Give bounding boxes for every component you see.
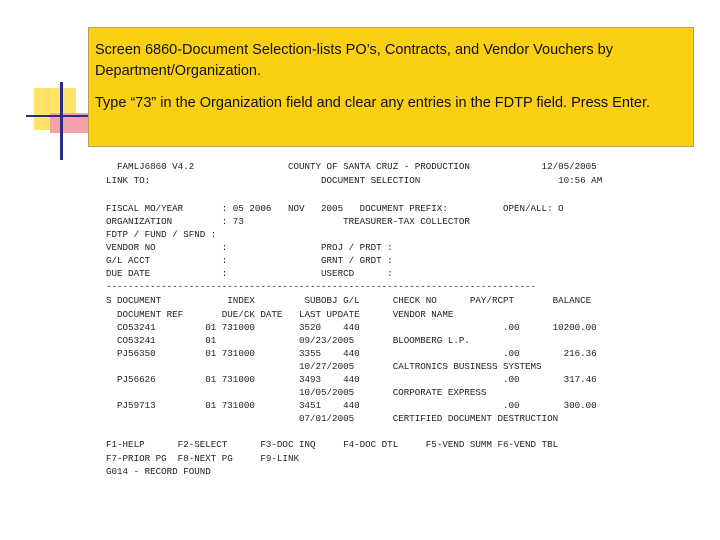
function-keys-row-2[interactable]: F7-PRIOR PG F8-NEXT PG F9-LINK [106, 453, 299, 464]
organization-field[interactable]: ORGANIZATION : 73 TREASURER-TAX COLLECTOR [106, 216, 470, 227]
vendor-no-field[interactable]: VENDOR NO : PROJ / PRDT : [106, 242, 393, 253]
screen-header-line: FAMLJ6860 V4.2 COUNTY OF SANTA CRUZ - PRODUCTION 12/05/2005 [106, 161, 597, 172]
instruction-line-1: Screen 6860-Document Selection-lists PO’s, Contracts, and Vendor Vouchers by Department/Organization. [95, 42, 613, 79]
status-message: G014 - RECORD FOUND [106, 466, 211, 477]
table-row[interactable]: PJ56350 01 731000 3355 440 .00 216.36 [106, 348, 597, 359]
function-keys-row-1[interactable]: F1-HELP F2-SELECT F3-DOC INQ F4-DOC DTL F5-VEND SUMM F6-VEND TBL [106, 439, 559, 450]
instruction-line-2: Type “73” in the Organization field and clear any entries in the FDTP field. Press Enter. [95, 95, 651, 111]
separator-line: ------------------------------------------------------------------------------ [106, 281, 537, 292]
table-row-detail: 10/05/2005 CORPORATE EXPRESS [106, 387, 487, 398]
table-row-detail: 10/27/2005 CALTRONICS BUSINESS SYSTEMS [106, 361, 542, 372]
link-to-line[interactable]: LINK TO: DOCUMENT SELECTION 10:56 AM [106, 175, 603, 186]
table-row[interactable]: CO53241 01 731000 3520 440 .00 10200.00 [106, 322, 597, 333]
fiscal-year-field[interactable]: FISCAL MO/YEAR : 05 2006 NOV 2005 DOCUMENT PREFIX: OPEN/ALL: O [106, 203, 564, 214]
column-header-2: DOCUMENT REF DUE/CK DATE LAST UPDATE VENDOR NAME [106, 309, 454, 320]
table-row[interactable]: PJ56626 01 731000 3493 440 .00 317.46 [106, 374, 597, 385]
table-row-detail: CO53241 01 09/23/2005 BLOOMBERG L.P. [106, 335, 470, 346]
table-row[interactable]: PJ59713 01 731000 3451 440 .00 300.00 [106, 400, 597, 411]
column-header-1: S DOCUMENT INDEX SUBOBJ G/L CHECK NO PAY/RCPT BALANCE [106, 295, 592, 306]
due-date-field[interactable]: DUE DATE : USERCD : [106, 268, 393, 279]
table-row-detail: 07/01/2005 CERTIFIED DOCUMENT DESTRUCTION [106, 413, 559, 424]
fdtp-field[interactable]: FDTP / FUND / SFND : [106, 229, 217, 240]
gl-acct-field[interactable]: G/L ACCT : GRNT / GRDT : [106, 255, 393, 266]
